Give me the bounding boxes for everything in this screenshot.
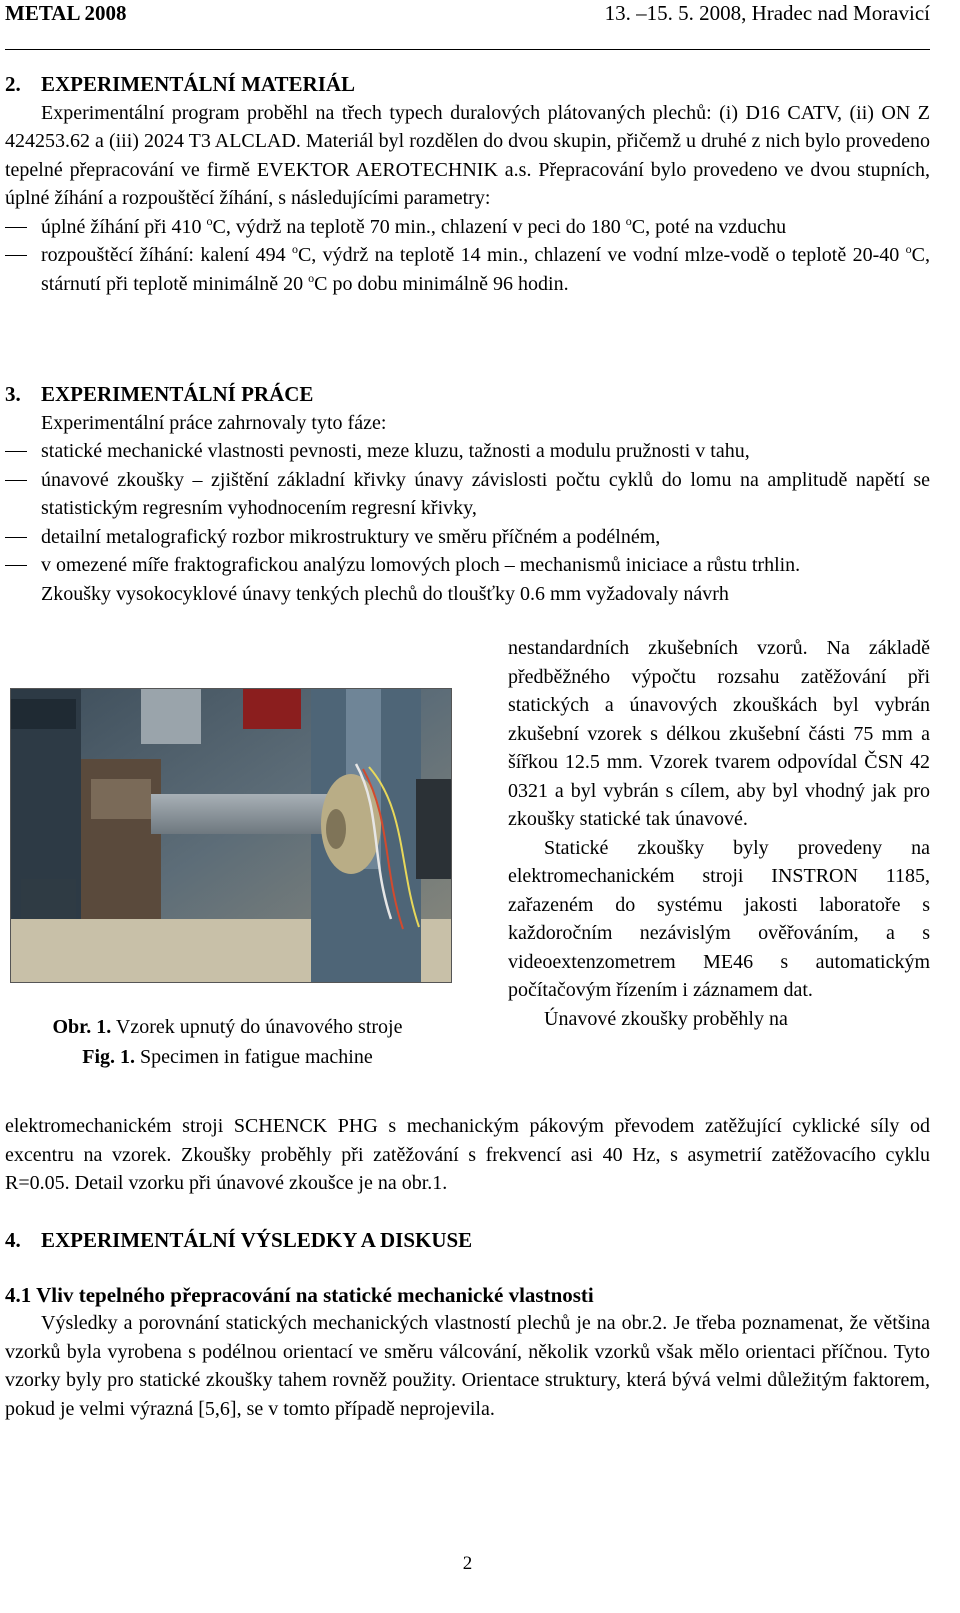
specimen-photo <box>10 688 452 983</box>
figure-caption <box>5 1012 450 1072</box>
caption-czech: Obr. 1. Vzorek upnutý do únavového stroje <box>52 1016 403 1038</box>
section-title: EXPERIMENTÁLNÍ VÝSLEDKY A DISKUSE <box>41 1228 473 1252</box>
section-3-intro: Experimentální práce zahrnovaly tyto fáze: <box>41 411 387 434</box>
section-title: EXPERIMENTÁLNÍ PRÁCE <box>41 382 314 406</box>
section-2-paragraph: Experimentální program proběhl na třech typech duralových plátovaných plechů: (i) D16 CATV, (ii) ON Z 424253.62 a (iii) 2024 T3 ALCLAD. Materiál byl rozdělen do dvou skupin, přičemž u druhé z nich bylo provedeno tepelné přepracování ve firmě EVEKTOR AEROTECHNIK a.s. Přepracování bylo provedeno ve dvou stupních, úplné žíhání a rozpouštěcí žíhání, s následujícími parametry: <box>5 101 930 209</box>
specimen-paragraph-first-line: Zkoušky vysokocyklové únavy tenkých plechů do tloušťky 0.6 mm vyžadovaly návrh <box>41 582 729 605</box>
list-item: detailní metalografický rozbor mikrostruktury ve směru příčném a podélném, <box>41 525 661 548</box>
section-4-heading <box>5 1226 930 1255</box>
section-2 <box>5 70 930 298</box>
page-number: 2 <box>462 1553 473 1574</box>
section-3 <box>5 380 930 608</box>
fatigue-tests-paragraph <box>5 1112 930 1198</box>
fatigue-tests-first-line: Únavové zkoušky proběhly na <box>544 1007 788 1030</box>
list-item: rozpouštěcí žíhání: kalení 494 $^o$C, výdrž na teplotě 14 min., chlazení ve vodní mlze-vodě o teplotě 20-40 $^o$C, stárnutí při teplotě minimálně 20 $^o$C po dobu minimálně 96 hodin. <box>41 242 930 295</box>
conference-name: METAL 2008 <box>5 1 127 25</box>
subsection-4-1-heading: 4.1 Vliv tepelného přepracování na statické mechanické vlastnosti <box>5 1282 594 1307</box>
work-phases-list <box>5 437 930 580</box>
list-item: statické mechanické vlastnosti pevnosti, meze kluzu, tažnosti a modulu pružnosti v tahu, <box>41 440 750 462</box>
page-header <box>5 0 930 30</box>
list-item: v omezené míře fraktografickou analýzu lomových ploch – mechanismů iniciace a růstu trhlin. <box>41 554 801 576</box>
fatigue-machine-image <box>11 689 451 982</box>
heat-treatment-list <box>5 213 930 299</box>
section-4-paragraph: Výsledky a porovnání statických mechanických vlastností plechů je na obr.2. Je třeba poznamenat, že většina vzorků byla vyrobena s podélnou orientací ve směru válcování, několik vzorků však mělo orientaci příčnou. Tyto vzorky byly pro statické zkoušky tahem rovněž použity. Orientace struktury, která bývá velmi důležitým faktorem, pokud je velmi výrazná [5,6], se v tomto případě neprojevila. <box>5 1312 930 1420</box>
section-2-heading <box>5 70 930 99</box>
fatigue-tests-text: elektromechanickém stroji SCHENCK PHG s mechanickým pákovým převodem zatěžující cyklické síly od excentru na vzorek. Zkoušky proběhly při zatěžování s frekvencí asi 40 Hz, s asymetrií zatěžovacího cyklu R=0.05. Detail vzorku při únavové zkoušce je na obr.1. <box>5 1115 930 1194</box>
static-tests-paragraph: Statické zkoušky byly provedeny na elektromechanickém stroji INSTRON 1185, zařazeném do systému jakosti laboratoře s každoročním nezávislým ověřováním, a s videoextenzometrem ME46 s automatickým počítačovým řízením i záznamem dat. <box>508 836 930 1001</box>
list-item: úplné žíhání při 410 $^o$C, výdrž na teplotě 70 min., chlazení v peci do 180 $^o$C, poté na vzduchu <box>41 213 787 238</box>
caption-english: Fig. 1. Specimen in fatigue machine <box>82 1046 373 1068</box>
section-number: 4. <box>5 1228 21 1252</box>
header-rule <box>5 49 930 50</box>
section-title: EXPERIMENTÁLNÍ MATERIÁL <box>41 72 356 96</box>
right-column-text <box>508 634 930 1033</box>
section-number: 2. <box>5 72 21 96</box>
section-4 <box>5 1226 930 1423</box>
conference-date-place: 13. –15. 5. 2008, Hradec nad Moravicí <box>604 1 930 25</box>
section-3-heading <box>5 380 930 409</box>
section-number: 3. <box>5 382 21 406</box>
specimen-paragraph: nestandardních zkušebních vzorů. Na základě předběžného výpočtu rozsahu zatěžování při statických a únavových zkouškách byl vybrán zkušební vzorek s délkou zkušební části 75 mm a šířkou 12.5 mm. Vzorek tvarem odpovídal ČSN 42 0321 a byl vybrán s cílem, aby byl vhodný jak pro zkoušky statické tak únavové. <box>508 637 930 830</box>
list-item: únavové zkoušky – zjištění základní křivky únavy závislosti počtu cyklů do lomu na amplitudě napětí se statistickým regresním vyhodnocením regresní křivky, <box>41 468 930 519</box>
